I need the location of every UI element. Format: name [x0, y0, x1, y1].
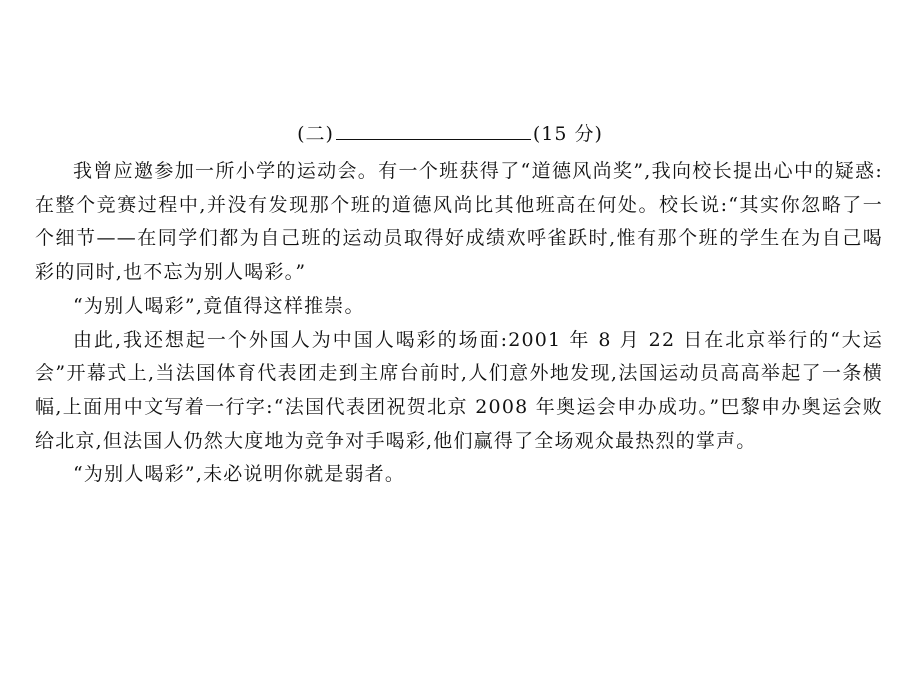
- title-blank-line: [336, 125, 531, 140]
- section-number: (二): [297, 123, 334, 145]
- paragraph-4: “为别人喝彩”,未必说明你就是弱者。: [73, 463, 406, 486]
- paragraph-3: 由此,我还想起一个外国人为中国人喝彩的场面:2001 年 8 月 22 日在北京举行的“大运会”开幕式上,当法国体育代表团走到主席台前时,人们意外地发现,法国运动员高高举起了一条横幅,上面用中文写着一行字:“法国代表团祝贺北京 2008 年奥运会申办成功。”巴黎申办奥运会败给北京,但法国人仍然大度地为竞争对手喝彩,他们赢得了全场观众最热烈的掌声。: [35, 328, 883, 452]
- passage-body: [35, 155, 883, 492]
- section-score: (15 分): [532, 123, 603, 145]
- paragraph-2: “为别人喝彩”,竟值得这样推崇。: [73, 294, 365, 317]
- section-heading: [0, 120, 900, 148]
- paragraph-1: 我曾应邀参加一所小学的运动会。有一个班获得了“道德风尚奖”,我向校长提出心中的疑惑:在整个竞赛过程中,并没有发现那个班的道德风尚比其他班高在何处。校长说:“其实你忽略了一个细节——在同学们都为自己班的运动员取得好成绩欢呼雀跃时,惟有那个班的学生在为自己喝彩的同时,也不忘为别人喝彩。”: [35, 160, 883, 284]
